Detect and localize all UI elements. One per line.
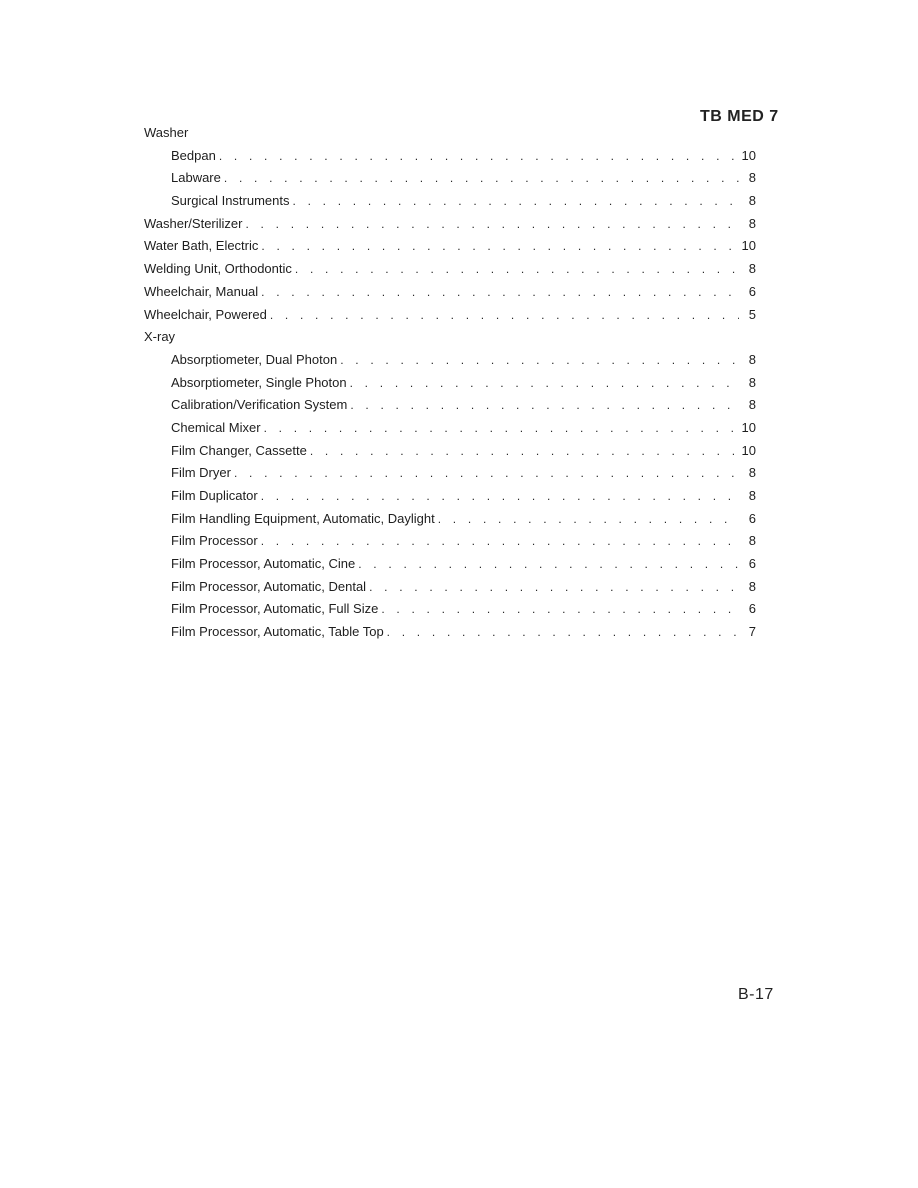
index-subentry [144,349,756,372]
entry-page-number: 10 [741,147,756,163]
entry-label: Surgical Instruments [171,193,290,209]
dot-leader [270,304,739,327]
index-subentry [144,621,756,644]
index-subentry [144,372,756,395]
dot-leader [350,394,739,417]
entry-page-number: 8 [748,215,756,231]
entry-page-number: 8 [748,397,756,413]
entry-label: Washer [144,125,189,140]
entry-page-number: 8 [748,261,756,277]
entry-label: Washer/Sterilizer [144,215,243,231]
entry-label: Film Changer, Cassette [171,442,307,458]
index-entry [144,235,756,258]
index-subentry [144,417,756,440]
entry-page-number: 10 [741,419,756,435]
index-subentry [144,553,756,576]
entry-label: Absorptiometer, Dual Photon [171,351,338,367]
entry-page-number: 8 [748,533,756,549]
index-subentry [144,145,756,168]
dot-leader [293,190,740,213]
dot-leader [219,145,739,168]
dot-leader [261,281,739,304]
entry-page-number: 10 [741,442,756,458]
entry-label: Film Handling Equipment, Automatic, Daylight [171,510,435,526]
index-entry [144,281,756,304]
entry-page-number: 8 [748,578,756,594]
dot-leader [261,530,739,553]
index-subentry [144,440,756,463]
index-entry [144,304,756,327]
entry-label: Absorptiometer, Single Photon [171,374,347,390]
index-subentry [144,598,756,621]
index-entry [144,326,756,349]
entry-label: Bedpan [171,147,216,163]
entry-label: Wheelchair, Manual [144,283,259,299]
dot-leader [234,462,739,485]
entry-page-number: 6 [748,510,756,526]
entry-label: Film Processor, Automatic, Table Top [171,624,384,640]
dot-leader [261,485,739,508]
dot-leader [310,440,739,463]
entry-page-number: 6 [748,283,756,299]
entry-label: Calibration/Verification System [171,397,348,413]
entry-label: Welding Unit, Orthodontic [144,261,292,277]
index-entry [144,213,756,236]
dot-leader [245,213,739,236]
entry-label: Film Duplicator [171,488,258,503]
dot-leader [381,598,739,621]
index-subentry [144,530,756,553]
entry-page-number: 10 [741,238,756,254]
index-subentry [144,394,756,417]
entry-label: Wheelchair, Powered [144,306,267,322]
entry-page-number: 8 [748,488,756,503]
entry-page-number: 8 [748,374,756,390]
entry-page-number: 8 [748,193,756,209]
index-list [144,122,756,644]
index-subentry [144,462,756,485]
entry-page-number: 8 [748,170,756,186]
index-subentry [144,167,756,190]
entry-label: Film Processor, Automatic, Cine [171,556,356,572]
dot-leader [350,372,739,395]
entry-label: Film Dryer [171,465,231,481]
entry-page-number: 6 [748,601,756,617]
dot-leader [224,167,739,190]
entry-label: Film Processor [171,533,258,549]
page-number: B-17 [738,986,774,1003]
entry-page-number: 6 [748,556,756,572]
dot-leader [369,576,739,599]
entry-label: X-ray [144,329,176,345]
entry-label: Water Bath, Electric [144,238,259,254]
index-subentry [144,508,756,531]
dot-leader [295,258,739,281]
entry-label: Film Processor, Automatic, Full Size [171,601,379,617]
dot-leader [438,508,739,531]
index-subentry [144,485,756,508]
index-entry [144,258,756,281]
entry-page-number: 7 [748,624,756,640]
entry-label: Labware [171,170,221,186]
index-subentry [144,190,756,213]
dot-leader [387,621,739,644]
dot-leader [261,235,738,258]
entry-page-number: 5 [748,306,756,322]
dot-leader [340,349,739,372]
dot-leader [264,417,739,440]
document-id-header: TB MED 7 [700,108,779,125]
entry-page-number: 8 [748,351,756,367]
entry-label: Film Processor, Automatic, Dental [171,578,367,594]
index-subentry [144,576,756,599]
entry-page-number: 8 [748,465,756,481]
index-entry [144,122,756,145]
entry-label: Chemical Mixer [171,419,261,435]
dot-leader [358,553,739,576]
